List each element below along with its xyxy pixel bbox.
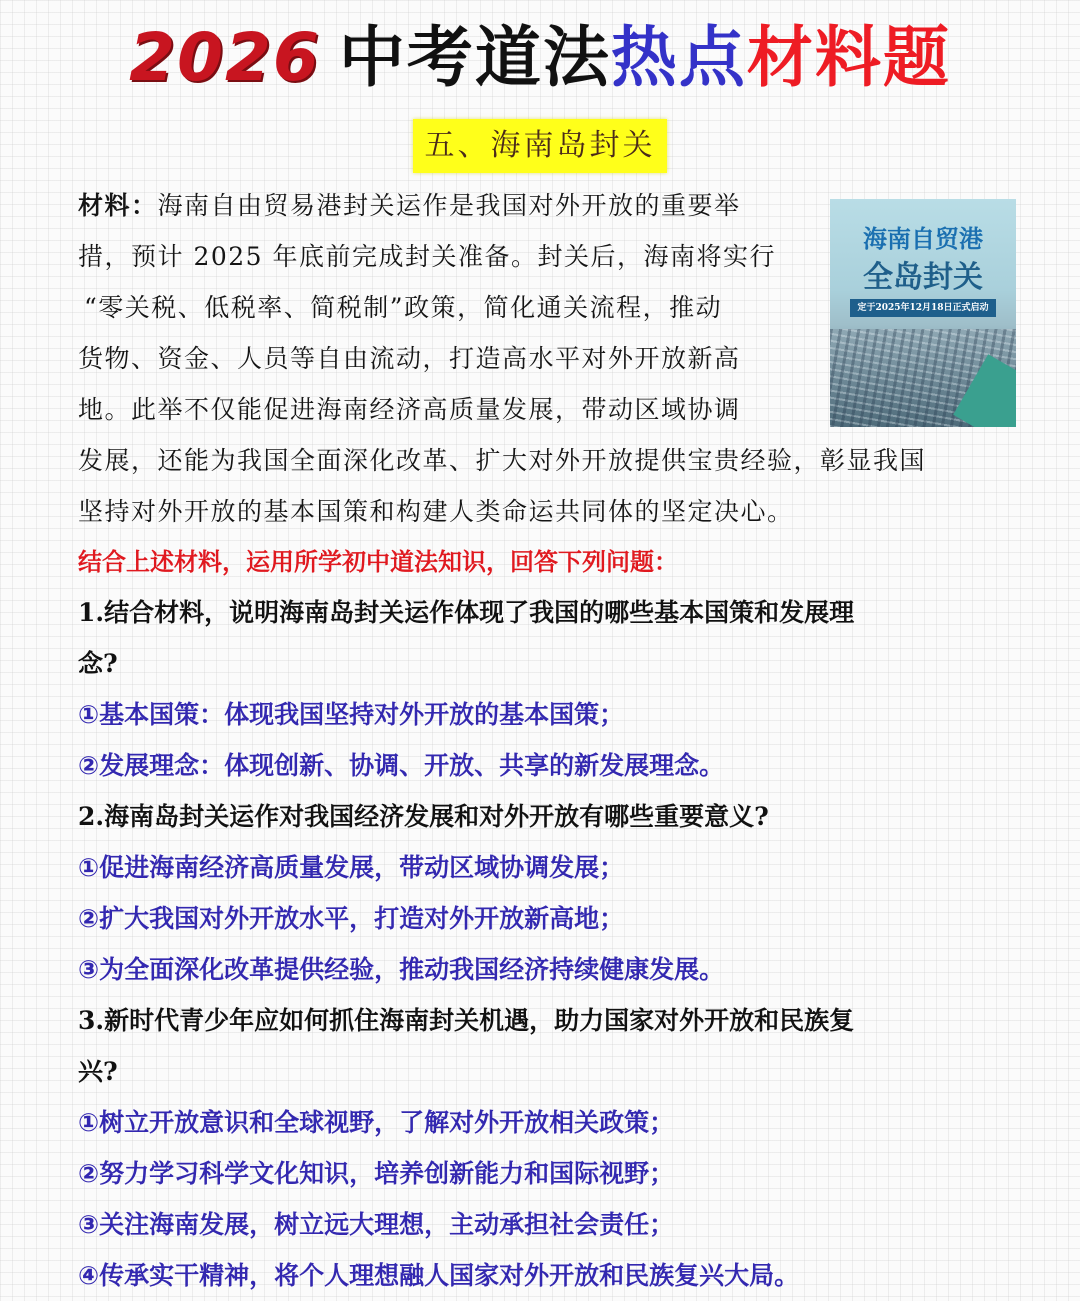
section-heading: 五、海南岛封关 [413, 119, 667, 173]
answer-item: ②发展理念：体现创新、协调、开放、共享的新发展理念。 [78, 751, 725, 780]
hainan-poster-image [830, 199, 1016, 427]
material-line: 发展，还能为我国全面深化改革、扩大对外开放提供宝贵经验，彰显我国 [78, 446, 927, 475]
answer-item: ③关注海南发展，树立远大理想，主动承担社会责任； [78, 1210, 675, 1239]
question-1: 1.结合材料，说明海南岛封关运作体现了我国的哪些基本国策和发展理 [78, 598, 855, 627]
material-line: 货物、资金、人员等自由流动，打造高水平对外开放新高 [78, 344, 741, 373]
answer-item: ②扩大我国对外开放水平，打造对外开放新高地； [78, 904, 625, 933]
material-line: 地。此举不仅能促进海南经济高质量发展，带动区域协调 [78, 395, 741, 424]
question-prompt: 结合上述材料，运用所学初中道法知识，回答下列问题： [78, 548, 678, 576]
poster-banner: 定于2025年12月18日正式启动 [850, 299, 996, 317]
title-year: 2026 [129, 19, 321, 96]
question-2: 2.海南岛封关运作对我国经济发展和对外开放有哪些重要意义? [78, 802, 769, 831]
poster-line2: 全岛封关 [863, 260, 983, 295]
poster-line1: 海南自贸港 [863, 225, 983, 253]
question-3-cont: 兴? [78, 1057, 118, 1086]
title-subject: 中考道法 [338, 19, 611, 96]
material-line: 措，预计 2025 年底前完成封关准备。封关后，海南将实行 [78, 242, 777, 271]
question-3: 3.新时代青少年应如何抓住海南封关机遇，助力国家对外开放和民族复 [78, 1006, 855, 1035]
material-line: “零关税、低税率、简税制”政策，简化通关流程，推动 [84, 293, 723, 322]
answer-item: ①基本国策：体现我国坚持对外开放的基本国策； [78, 700, 625, 729]
material-line: 坚持对外开放的基本国策和构建人类命运共同体的坚定决心。 [78, 497, 794, 526]
material-label: 材料： [78, 191, 158, 220]
answer-item: ②努力学习科学文化知识，培养创新能力和国际视野； [78, 1159, 675, 1188]
question-1-cont: 念? [78, 649, 118, 678]
title-material: 材料题 [746, 19, 951, 96]
title-hot: 热点 [610, 19, 747, 96]
answer-item: ①树立开放意识和全球视野，了解对外开放相关政策； [78, 1108, 675, 1137]
answer-item: ①促进海南经济高质量发展，带动区域协调发展； [78, 853, 625, 882]
page-title [0, 18, 1080, 98]
answer-item: ③为全面深化改革提供经验，推动我国经济持续健康发展。 [78, 955, 725, 984]
material-line: 材料：海南自由贸易港封关运作是我国对外开放的重要举 [78, 191, 741, 220]
answer-item: ④传承实干精神，将个人理想融人国家对外开放和民族复兴大局。 [78, 1261, 800, 1290]
